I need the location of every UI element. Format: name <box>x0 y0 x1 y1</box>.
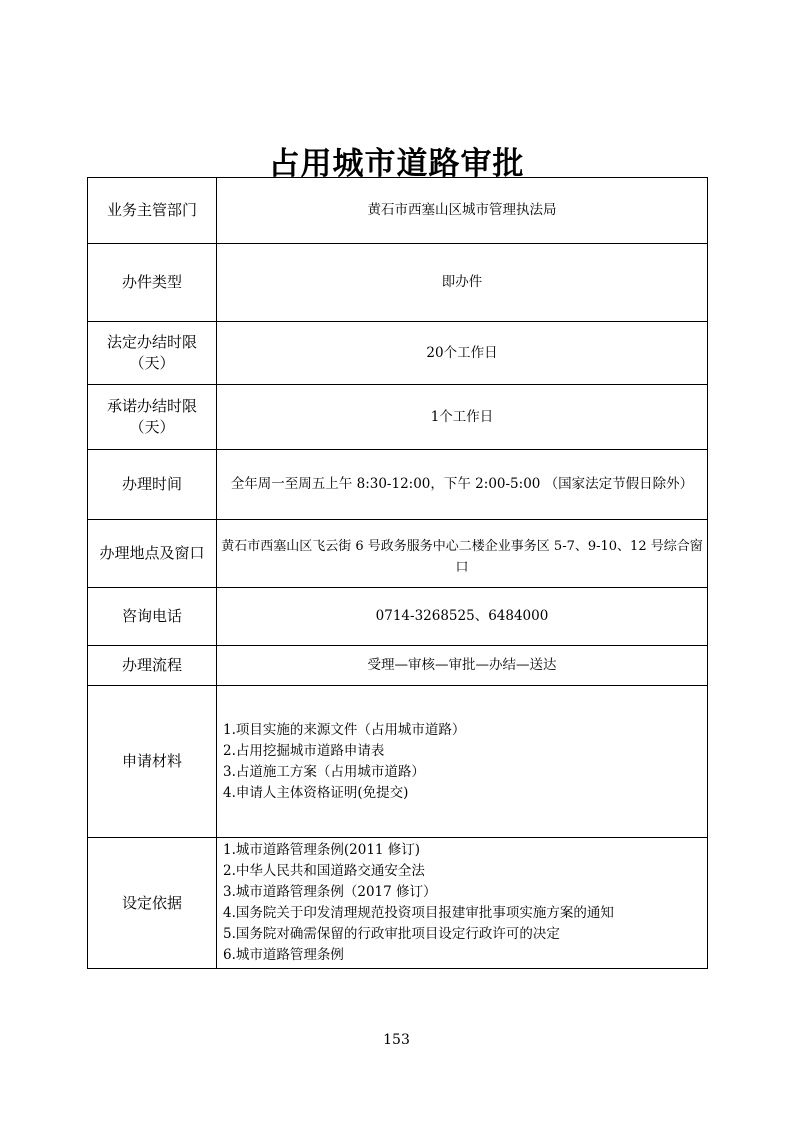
table-row-phone <box>88 588 708 646</box>
list-item: 1.项目实施的来源文件（占用城市道路） <box>223 721 466 738</box>
row-label-text: 承诺办结时限（天） <box>106 397 197 436</box>
table-row-materials <box>88 686 708 838</box>
row-value: 1个工作日 <box>217 385 708 450</box>
row-value <box>217 838 708 969</box>
materials-list <box>223 720 701 804</box>
row-label: 设定依据 <box>88 838 217 969</box>
list-item: 6.城市道路管理条例 <box>223 947 344 963</box>
row-label: 办理时间 <box>88 450 217 520</box>
row-label: 办理流程 <box>88 646 217 686</box>
table-row-location <box>88 520 708 588</box>
list-item: 5.国务院对确需保留的行政审批项目设定行政许可的决定 <box>223 926 560 942</box>
row-label: 办理地点及窗口 <box>88 520 217 588</box>
list-item: 2.占用挖掘城市道路申请表 <box>223 742 385 759</box>
list-item: 3.占道施工方案（占用城市道路） <box>223 763 425 780</box>
approval-info-table <box>87 177 708 969</box>
page-number: 153 <box>383 1032 410 1048</box>
list-item: 4.申请人主体资格证明(免提交) <box>223 784 409 801</box>
row-label <box>88 322 217 385</box>
row-value: 受理—审核—审批—办结—送达 <box>217 646 708 686</box>
row-value: 黄石市西塞山区飞云街 6 号政务服务中心二楼企业事务区 5-7、9-10、12 号综合窗口 <box>217 520 708 588</box>
row-value: 20个工作日 <box>217 322 708 385</box>
table-row-legal-time-limit <box>88 322 708 385</box>
table-row-process <box>88 646 708 686</box>
list-item: 2.中华人民共和国道路交通安全法 <box>223 863 425 879</box>
row-value: 即办件 <box>217 244 708 322</box>
table-row-legal-basis <box>88 838 708 969</box>
row-label: 申请材料 <box>88 686 217 838</box>
row-label-text: 法定办结时限（天） <box>106 333 197 372</box>
list-item: 1.城市道路管理条例(2011 修订) <box>223 842 421 858</box>
legal-basis-list <box>223 840 701 966</box>
table-row-office-hours <box>88 450 708 520</box>
row-value: 黄石市西塞山区城市管理执法局 <box>217 178 708 244</box>
row-value: 全年周一至周五上午 8:30-12:00，下午 2:00-5:00 （国家法定节假日除外） <box>217 450 708 520</box>
row-value <box>217 686 708 838</box>
table-row-promised-time-limit <box>88 385 708 450</box>
row-label: 业务主管部门 <box>88 178 217 244</box>
row-value: 0714-3268525、6484000 <box>217 588 708 646</box>
list-item: 4.国务院关于印发清理规范投资项目报建审批事项实施方案的通知 <box>223 905 614 921</box>
row-label: 咨询电话 <box>88 588 217 646</box>
table-row-case-type <box>88 244 708 322</box>
table-row-department <box>88 178 708 244</box>
list-item: 3.城市道路管理条例（2017 修订） <box>223 884 437 900</box>
row-label <box>88 385 217 450</box>
document-title: 占用城市道路审批 <box>268 146 525 182</box>
row-label: 办件类型 <box>88 244 217 322</box>
